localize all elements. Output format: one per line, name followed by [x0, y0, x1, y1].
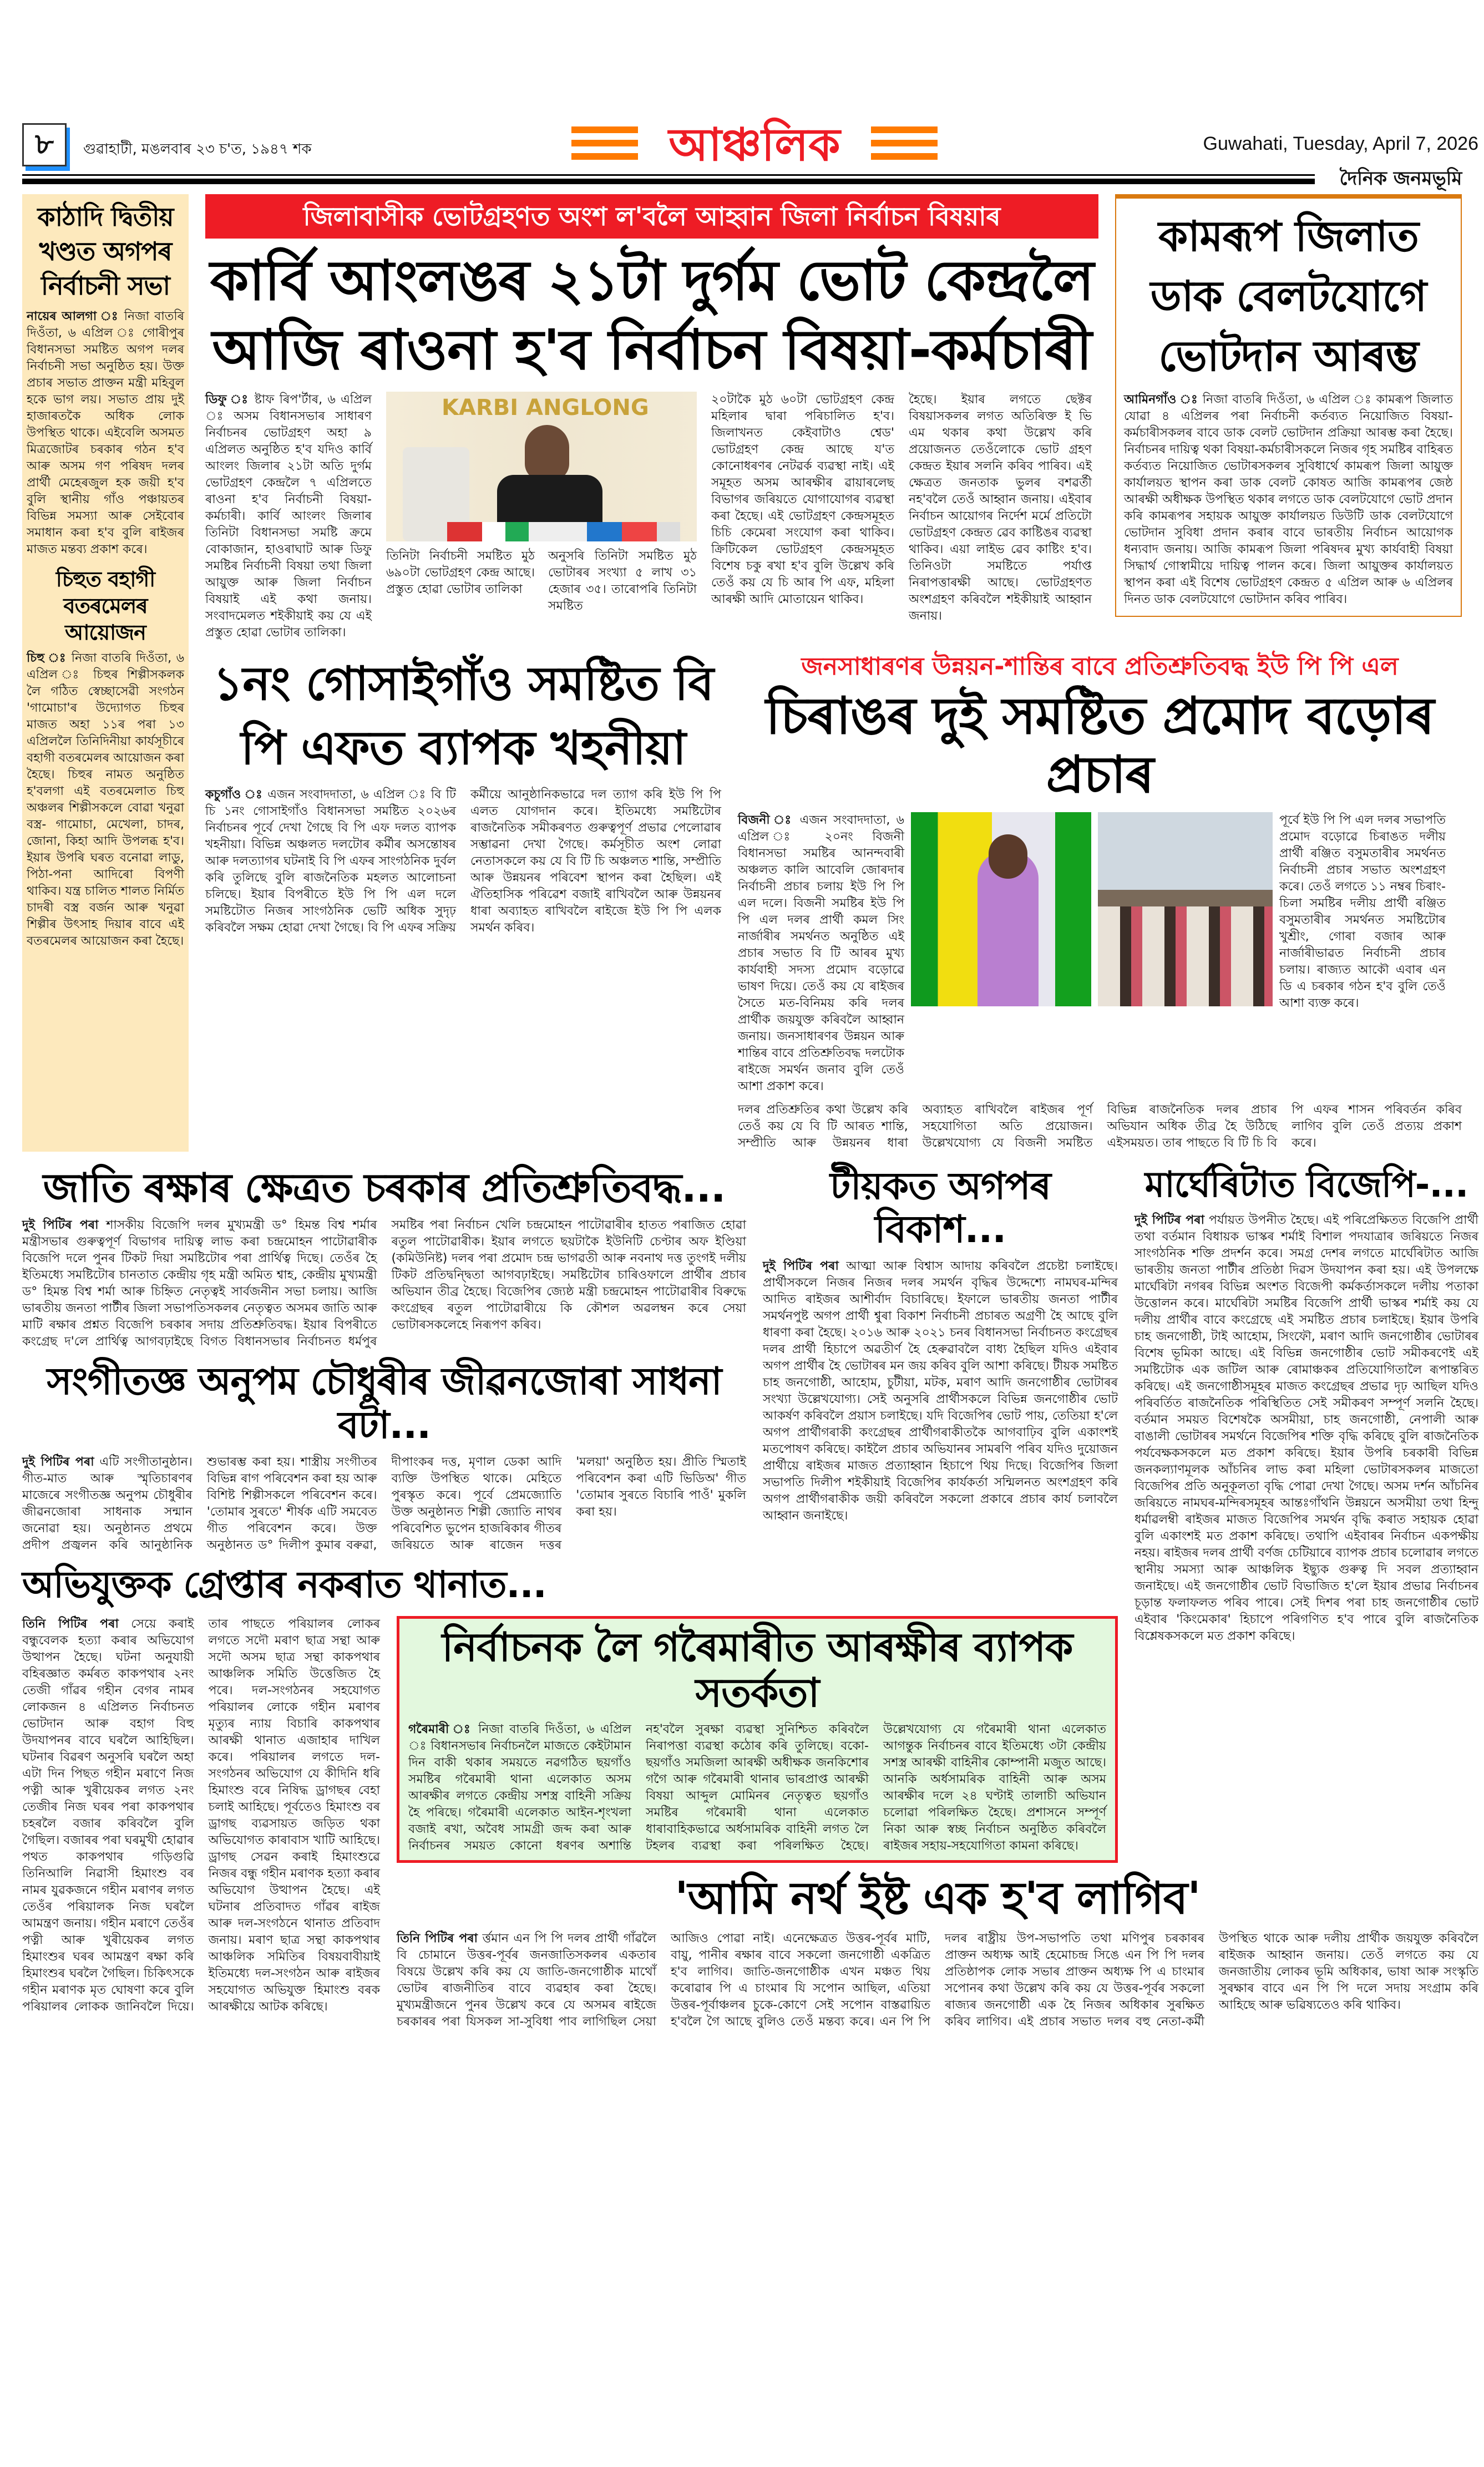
sangeet-story	[22, 1360, 746, 1553]
dateline: দুই পিটিৰ পৰা	[22, 1455, 94, 1469]
masthead-logo	[571, 118, 938, 173]
uppl-body-bottom: দলৰ প্ৰতিশ্ৰুতিৰ কথা উল্লেখ কৰি তেওঁ কয় যে বি টি আৰত শান্তি, সম্প্ৰীতি আৰু উন্নয়নৰ ধাৰা অব্যাহত ৰাখিবলৈ ৰাইজৰ পূৰ্ণ সহযোগিতা অতি প্ৰয়োজন। উল্লেখযোগ্য যে বিজনী সমষ্টিত বিভিন্ন ৰাজনৈতিক দলৰ প্ৰচাৰ অভিযান অধিক তীব্ৰ হৈ উঠিছে এইসময়ত। তাৰ পাছতে বি টি চি বি পি এফৰ শাসন পৰিবৰ্তন কৰিব লাগিব বুলি তেওঁ প্ৰত্যয় প্ৰকাশ কৰে।	[738, 1102, 1462, 1150]
story-body: নিজা বাতৰি দিওঁতা, ৬ এপ্ৰিল ঃ বিধানসভাৰ নিৰ্বাচনলৈ মাজতে কেইটামান দিন বাকী থকাৰ সময়তে নৱগঠিত ছয়গাঁও সমষ্টিৰ গৰৈমাৰী থানা এলেকাত অসম আৰক্ষীৰ লগতে কেন্দ্ৰীয় সশস্ত্ৰ বাহিনী সক্ৰিয় হৈ পৰিছে। গৰৈমাৰী এলেকাত আইন-শৃংখলা বজাই ৰখা, অবৈধ সামগ্ৰী জব্দ কৰা আৰু নিৰ্বাচনৰ সময়ত কোনো ধৰণৰ অশান্তি নহ'বলৈ সুৰক্ষা ব্যৱস্থা সুনিশ্চিত কৰিবলৈ নিৰাপত্তা ব্যৱস্থা কঠোৰ কৰি তুলিছে। বকো-ছয়গাঁও সমজিলা আৰক্ষী অধীক্ষক জনকিশোৰ গগৈ আৰু গৰৈমাৰী থানাৰ ভাৰপ্ৰাপ্ত আৰক্ষী বিষয়া আব্দুল মোমিনৰ নেতৃত্বত ছয়গাঁও সমষ্টিৰ গৰৈমাৰী থানা এলেকাত ধাৰাবাহিকভাৱে অৰ্ধসামৰিক বাহিনী লগত লৈ টহলৰ ব্যৱস্থা কৰা পৰিলক্ষিত হৈছে। উল্লেখযোগ্য যে গৰৈমাৰী থানা এলেকাত আগন্তুক নিৰ্বাচনৰ বাবে ইতিমধ্যে ৩টা কেন্দ্ৰীয় সশস্ত্ৰ আৰক্ষী বাহিনীৰ কোম্পানী মজুত আছে। আনকি অৰ্ধসামৰিক বাহিনী আৰু অসম আৰক্ষীৰ দলে ২৪ ঘণ্টাই তালাচী অভিযান চলোৱা পৰিলক্ষিত হৈছে। প্ৰশাসনে সম্পূৰ্ণ নিকা আৰু স্বচ্ছ নিৰ্বাচন অনুষ্ঠিত কৰিবলৈ ৰাইজৰ সহায়-সহযোগিতা কামনা কৰিছে।	[408, 1723, 1106, 1853]
photo-sign: KARBI ANGLONG	[442, 395, 649, 421]
sidebar-headline-2: চিহুত বহাগী বতৰমেলৰ আয়োজন	[55, 567, 155, 645]
police-headline: নিৰ্বাচনক লৈ গৰৈমাৰীত আৰক্ষীৰ ব্যাপক সতৰ্কতা	[442, 1623, 1073, 1716]
dateline: ডিফু ঃ	[205, 393, 250, 407]
jati-body	[22, 1217, 746, 1350]
northeast-headline: 'আমি নৰ্থ ইষ্ট এক হ'ব লাগিব'	[675, 1872, 1201, 1924]
photo-caption-col2: অনুসৰি তিনিটা সমষ্টিত মুঠ ভোটাৰৰ সংখ্যা ৫ লাখ ৩১ হেজাৰ ৩৫। তাৰোপৰি তিনিটা সমষ্টিত	[548, 549, 697, 613]
masthead-title: আঞ্চলিক	[668, 119, 840, 171]
photo-microphones	[447, 522, 680, 541]
abhijukta-body	[22, 1616, 380, 2015]
dateline: নায়েৰ আলগা ঃ	[27, 310, 119, 323]
story-body: পৰ্যায়ত উপনীত হৈছে। এই পৰিপ্ৰেক্ষিতত বিজেপি প্ৰাৰ্থী তথা বৰ্তমান বিধায়ক ভাস্কৰ শৰ্মাই বিশাল পদযাত্ৰাৰ জৰিয়তে নিজৰ সাংগঠনিক শক্তি প্ৰদৰ্শন কৰে। সমগ্ৰ দেশৰ লগতে মাৰ্ঘেৰিটাত আজি ভাৰতীয় জনতা পাৰ্টীৰ প্ৰতিষ্ঠা দিৱস উদযাপন কৰা হয়। এই উপলক্ষে মাৰ্ঘেৰিটা নগৰৰ বিভিন্ন অংশত বিজেপী কৰ্মকৰ্তাসকলে দলীয় পতাকা উত্তোলন কৰে। মাৰ্ঘেৰিটা সমষ্টিৰ বিজেপি প্ৰাৰ্থী ভাস্কৰ শৰ্মাই কয় যে দলীয় প্ৰাৰ্থীৰ বাবে কংগ্ৰেছে এই সমষ্টিত প্ৰচাৰ চলাইছে। ইয়াৰ উপৰি চাহ জনগোষ্ঠী, টাই আহোম, সিংফৌ, মৰাণ আদি জনগোষ্ঠীৰ ভোটাৰৰ বিশেষ ভূমিকা আছে। এই বিভিন্ন জনগোষ্ঠীৰ ভোট সমীকৰণেই এই সমষ্টিটোক এক জটিল আৰু ৰোমাঞ্চকৰ প্ৰতিযোগিতালৈ ৰূপান্তৰিত কৰিছে। এই জনগোষ্ঠীসমূহৰ মাজত কংগ্ৰেছৰ প্ৰভাৱ দৃঢ় আছিল যদিও পৰিবৰ্তিত ৰাজনৈতিক পৰিস্থিতিত সেই সমীকৰণ সম্পূৰ্ণ সলনি হৈছে। বৰ্তমান সময়ত বিশেষকৈ অসমীয়া, চাহ জনগোষ্ঠী, নেপালী আৰু বাঙালী ভোটাৰৰ সমৰ্থনে বিজেপিৰ শক্তি বৃদ্ধি কৰিছে বুলি ৰাজনৈতিক পৰ্যবেক্ষকসকলে মত প্ৰকাশ কৰিছে। ইয়াৰ উপৰি চৰকাৰী বিভিন্ন জনকল্যাণমূলক আঁচনিৰ লাভ কৰা মহিলা ভোটাৰসকলৰ মাজতো বিজেপিৰ প্ৰতি অনুকূলতা বৃদ্ধি পোৱা দেখা গৈছে। অসম দৰ্শন আঁচনিৰ জৰিয়তে নামঘৰ-মন্দিৰসমূহৰ আন্তঃগাঁথনি উন্নয়নে অসমীয়া তথা হিন্দু ধৰ্মাৱলম্বী ৰাইজৰ মাজত বিজেপিৰ সমৰ্থন বৃদ্ধি কৰাত সহায়ক হোৱা বুলি একাংশই মত প্ৰকাশ কৰিছে। তথাপি এইবাৰৰ নিৰ্বাচন একপক্ষীয় নহয়। ৰাইজৰ দলৰ প্ৰাৰ্থী বৰ্ণজ চেটিয়াৰে ব্যাপক প্ৰচাৰ চলোৱাৰ লগতে স্থানীয় সমস্যা আৰু আঞ্চলিক ইছ্যুক গুৰুত্ব দি সবল প্ৰত্যাহ্বান জনাইছে। এই জনগোষ্ঠীৰ ভোট বিভাজিত হ'লে ইয়াৰ প্ৰভাৱ নিৰ্বাচনৰ চূড়ান্ত ফলাফলত পৰিব পাৰে। সেই দিশৰ পৰা চাহ জনগোষ্ঠীৰ ভোট এইবাৰ 'কিংমেকাৰ' হিচাপে পৰিগণিত হ'ব পাৰে বুলি ৰাজনৈতিক বিশ্লেষকসকলে মত প্ৰকাশ কৰিছে।	[1134, 1213, 1479, 1644]
story-body: আত্মা আৰু বিশ্বাস আদায় কৰিবলৈ প্ৰচেষ্টা চলাইছে। প্ৰাৰ্থীসকলে নিজৰ নিজৰ দলৰ সমৰ্থন বৃদ্ধিৰ উদ্দেশ্যে নামঘৰ-মন্দিৰ আদিত ৰাইজৰ আশীৰ্বাদ বিচাৰিছে। ইফালে ভাৰতীয় জনতা পাৰ্টীৰ সমৰ্থনপুষ্ট অগপ প্ৰাৰ্থী শ্বুৰা বিকাশ নিৰ্বাচনী প্ৰচাৰত অগ্ৰণী হৈ আছে বুলি ধাৰণা কৰা হৈছে। ২০১৬ আৰু ২০২১ চনৰ বিধানসভা নিৰ্বাচনত কংগ্ৰেছৰ দলৰ প্ৰাৰ্থী হিচাপে অৱতীৰ্ণ হৈ হেৰুৱাবলৈ বাধ্য হৈছিল যদিও এইবাৰ অগপ প্ৰাৰ্থীৰ হৈ ভোটাৰৰ মন জয় কৰিব বুলি আশা কৰিছে। টীয়ক সমষ্টিত চাহ জনগোষ্ঠী, আহোম, চুটীয়া, মটক, মৰাণ আদি জনগোষ্ঠীৰ ভোটাৰৰ সংখ্যা উল্লেখযোগ্য। সেই অনুসৰি প্ৰাৰ্থীসকলে বিভিন্ন জনগোষ্ঠীৰ ভোট আকৰ্ষণ কৰিবলৈ প্ৰয়াস চলাইছে। যদি বিজেপিৰ ভোট পায়, তেতিয়া হ'লে অগপ প্ৰাৰ্থীগৰাকী কংগ্ৰেছৰ প্ৰাৰ্থীগৰাকীতকৈ আগবাঢ়িব বুলি একাংশই মতপোষণ কৰিছে। কাইলৈ প্ৰচাৰ অভিযানৰ সামৰণি পৰিব যদিও দুয়োজন প্ৰাৰ্থীয়ে ৰাইজৰ মাজত প্ৰত্যাহ্বান হিচাপে থিয় দিছে। বিজেপিৰ জিলা সভাপতি দিলীপ শইকীয়াই বিজেপিৰ কাৰ্যকৰ্তা সন্মিলনত অংশগ্ৰহণ কৰি অগপ প্ৰাৰ্থীগৰাকীক জয়ী কৰিবলৈ সকলো প্ৰকাৰে প্ৰচাৰ কাৰ্য চলাবলৈ আহ্বান জনাইছে।	[763, 1259, 1118, 1523]
tiyok-body	[763, 1258, 1118, 1524]
dateline: দুই পিটিৰ পৰা	[22, 1218, 99, 1233]
photo-caption-col1: তিনিটা নিৰ্বাচনী সমষ্টিত মুঠ ৬৯০টা ভোটগ্ৰহণ কেন্দ্ৰ আছে। প্ৰস্তুত হোৱা ভোটাৰ তালিকা	[386, 549, 535, 596]
main-headline-line2: আজি ৰাওনা হ'ব নিৰ্বাচন বিষয়া-কৰ্মচাৰী	[212, 317, 1092, 382]
tiyok-story	[763, 1165, 1118, 1524]
northeast-story	[397, 1873, 1478, 2030]
logo-stripes-left	[571, 126, 638, 160]
header-thin-rule	[22, 174, 1315, 176]
page-header	[0, 0, 1484, 194]
story-body: শাসকীয় বিজেপি দলৰ মুখ্যমন্ত্ৰী ড° হিমন্ত বিশ্ব শৰ্মাৰ মন্ত্ৰীসভাৰ গুৰুত্বপূৰ্ণ বিভাগৰ দায়িত্ব লাভ কৰা চন্দ্ৰমোহন পাটোৱাৰীক বিজেপি দলে পুনৰ টিকট দিয়া সমষ্টিটোৰ পৰা প্ৰাৰ্থিত্ব দিছে। তেওঁৰ হৈ ইতিমধ্যে সমষ্টিটোৰ চানতাত কেন্দ্ৰীয় গৃহ মন্ত্ৰী অমিত শ্বাহ, কেন্দ্ৰীয় মুখ্যমন্ত্ৰী ড° হিমন্ত বিশ্ব শৰ্মা আৰু চিহ্নিত নেতৃত্বই সাৰ্বজনীন সভা চলায়। আজি ভাৰতীয় জনতা পাৰ্টীৰ জিলা সভাপতিসকলৰ নেতৃত্বত অসমৰ জাতি আৰু মাটি ৰক্ষাৰ প্ৰশ্নত বিজেপি চৰকাৰ সদায় প্ৰতিশ্ৰুতিবদ্ধ। ইয়াৰ বিপৰীতে কংগ্ৰেছ দ'লে প্ৰাৰ্থিত্ব আগবঢ়াইছে বিগত বিধানসভাৰ নিৰ্বাচনত ধৰ্মপুৰ সমষ্টিৰ পৰা নিৰ্বাচন খেলি চন্দ্ৰমোহন পাটোৱাৰীৰ হাতত পৰাজিত হোৱা ৰতুল পাটোৱাৰীক। ইয়াৰ লগতে ছয়টাকৈ ইউনিটি চেণ্টাৰ অফ ইণ্ডিয়া (কমিউনিষ্ট) দলৰ পৰা প্ৰমোদ চন্দ্ৰ ভাগৱতী আৰু নবনাথ দত্ত তুংগই দলীয় টিকট প্ৰতিদ্বন্দ্বিতা আগবঢ়াইছে। সমষ্টিটোৰ চাৰিওফালে প্ৰাৰ্থীৰ প্ৰচাৰ অভিযান তীব্ৰ হৈছে। বিজেপিৰ জ্যেষ্ঠ মন্ত্ৰী চন্দ্ৰমোহন পাটোৱাৰীৰ বিৰুদ্ধে কংগ্ৰেছৰ ৰতুল পাটোৱাৰীয়ে কি কৌশল অৱলম্বন কৰে সেয়া ভোটাৰসকলেহে নিৰূপণ কৰিব।	[22, 1218, 746, 1349]
sidebar-story-2	[27, 650, 184, 950]
jati-story	[22, 1165, 746, 1351]
main-story-col3: ২০টাকৈ মুঠ ৬০টা ভোটগ্ৰহণ কেন্দ্ৰ মহিলাৰ দ্বাৰা পৰিচালিত হ'ব। জিলাখনত কেইবাটাও শ্বেড' ভোটগ্ৰহণ কেন্দ্ৰ আছে য'ত কোনোধৰণৰ নেটৱৰ্ক ব্যৱস্থা নাই। এই সমূহত অসম আৰক্ষীৰ ৱায়াৰলেছ বিভাগৰ জৰিয়তে যোগাযোগৰ ব্যৱস্থা কৰা হৈছে। এই ভোটগ্ৰহণ কেন্দ্ৰসমূহত চিচি কেমেৰা সংযোগ কৰা থাকিব। ক্ৰিটিকেল ভোটগ্ৰহণ কেন্দ্ৰসমূহত বিশেষ চকু ৰখা হ'ব বুলি উল্লেখ কৰি তেওঁ কয় যে চি আৰ পি এফ, মহিলা আৰক্ষী আদি মোতায়েন থাকিব।	[711, 393, 894, 606]
tiyok-headline: টীয়কত অগপৰ বিকাশ...	[830, 1164, 1051, 1252]
kamrup-headline: কামৰূপ জিলাত ডাক বেলটযোগে ভোটদান আৰম্ভ	[1150, 211, 1427, 381]
page-number-box: ৮	[22, 123, 67, 166]
photo-audience-row	[1098, 906, 1273, 1006]
abhijukta-headline: অভিযুক্তক গ্ৰেপ্তাৰ নকৰাত থানাত...	[22, 1563, 546, 1606]
margherita-body	[1134, 1212, 1478, 1645]
left-sidebar	[22, 194, 189, 1152]
header-thick-rule	[22, 179, 1315, 184]
dateline: আমিনগাঁও ঃ	[1124, 393, 1198, 407]
main-story-body	[205, 392, 1098, 641]
story-body: এজন সংবাদদাতা, ৬ এপ্ৰিল ঃ বি টি চি ১নং গোসাইগাঁও বিধানসভা সমষ্টিত ২০২৬ৰ নিৰ্বাচনৰ পূৰ্বে দেখা গৈছে বি পি এফ দলত ব্যাপক খহনীয়া। বিভিন্ন অঞ্চলত দলটোৰ কৰ্মীৰ অসন্তোষৰ আৰু দলত্যাগৰ ঘটনাই বি পি এফৰ সাংগঠনিক দুৰ্বল কৰি তুলিছে বুলি ৰাজনৈতিক মহলত আলোচনা চলিছে। ইয়াৰ বিপৰীতে ইউ পি পি এল দলে সমষ্টিটোত নিজৰ সাংগঠনিক ভেটি অধিক সুদৃঢ় কৰিবলৈ সক্ষম হোৱা দেখা গৈছে। বি পি এফৰ সক্ৰিয় কৰ্মীয়ে আনুষ্ঠানিকভাৱে দল ত্যাগ কৰি ইউ পি পি এলত যোগদান কৰে। ইতিমধ্যে সমষ্টিটোৰ ৰাজনৈতিক সমীকৰণত গুৰুত্বপূৰ্ণ প্ৰভাৱ পেলোৱাৰ সম্ভাৱনা দেখা গৈছে। কৰ্মসূচীত অংশ লোৱা নেতাসকলে কয় যে বি টি চি অঞ্চলত শান্তি, সম্প্ৰীতি আৰু উন্নয়নৰ পৰিবেশ স্থাপন কৰা হৈছিল। এই ঐতিহাসিক পৰিৱেশ বজাই ৰাখিবলৈ আৰু উন্নয়নৰ ধাৰা অব্যাহত ৰাখিবলৈ ৰাইজে ইউ পি পি এলক সমৰ্থন কৰিব।	[205, 788, 721, 935]
police-body	[408, 1721, 1106, 1855]
dateline: দুই পিটিৰ পৰা	[1134, 1213, 1204, 1228]
dateline: তিনি পিটিৰ পৰা	[397, 1932, 478, 1946]
main-story-col4: হৈছে। ইয়াৰ লগতে ছেক্টৰ বিষয়াসকলৰ লগত অতিৰিক্ত ই ভি এম থকাৰ কথা উল্লেখ কৰি প্ৰয়োজনত তেওঁলোকে ভোট গ্ৰহণ কেন্দ্ৰত ইয়াৰ সলনি কৰিব পাৰিব। এই ক্ষেত্ৰত জনতাক ভুলৰ বশৱৰ্তী নহ'বলৈ তেওঁ আহ্বান জনায়। এইবাৰ নিৰ্বাচন আয়োগৰ নিৰ্দেশ মৰ্মে প্ৰতিটো ভোটগ্ৰহণ কেন্দ্ৰত ৱেব কাষ্টিঙৰ ব্যৱস্থা থাকিব। এয়া লাইভ ৱেব কাষ্টিং হ'ব। তিনিওটা সমষ্টিতে পৰ্যাপ্ত নিৰাপত্তাৰক্ষী আছে। ভোটগ্ৰহণত অংশগ্ৰহণ কৰিবলৈ শইকীয়াই আহ্বান জনায়।	[909, 393, 1092, 623]
dateline: চিহু ঃ	[27, 651, 67, 665]
kamrup-box	[1115, 194, 1462, 617]
sidebar-headline-1: কাঠাদি দ্বিতীয় খণ্ডত অগপৰ নিৰ্বাচনী সভা	[37, 202, 174, 301]
main-story-col1	[205, 392, 372, 641]
uppl-body-right: পূৰ্বে ইউ পি পি এল দলৰ সভাপতি প্ৰমোদ বড়োৱে চিৰাঙত দলীয় প্ৰাৰ্থী ৰঞ্জিত বসুমতাৰীৰ সমৰ্থনত নিৰ্বাচনী প্ৰচাৰ সভাত অংশগ্ৰহণ কৰে। তেওঁ লগতে ১১ নম্বৰ চিৰাং-চিলা সমষ্টিৰ দলীয় প্ৰাৰ্থী ৰঞ্জিত বসুমতাৰীৰ সমৰ্থনত সমষ্টিটোৰ খুশ্ৰীং, গোৰা বজাৰ আৰু নাৰ্জাৰীভাৱত নিৰ্বাচনী প্ৰচাৰ চলায়। ৰাজ্যত আকৌ এবাৰ এন ডি এ চৰকাৰ গঠন হ'ব বুলি তেওঁ আশা ব্যক্ত কৰে।	[1279, 813, 1446, 1010]
uppl-body	[738, 812, 904, 1095]
dateline: কচুগাঁও ঃ	[205, 788, 263, 802]
sangeet-headline: সংগীতজ্ঞ অনুপম চৌধুৰীৰ জীৱনজোৰা সাধনা বটা...	[47, 1360, 722, 1447]
margherita-headline: মাৰ্ঘেৰিটাত বিজেপি-...	[1144, 1164, 1468, 1205]
uppl-photo-speaker	[911, 812, 1091, 1006]
dateline: বিজনী ঃ	[738, 813, 794, 827]
main-headline	[205, 249, 1098, 382]
main-headline-line1: কাৰ্বি আংলঙৰ ২১টা দুৰ্গম ভোট কেন্দ্ৰলৈ	[210, 248, 1094, 313]
uppl-story	[738, 651, 1462, 1152]
story-body: নিজা বাতৰি দিওঁতা, ৬ এপ্ৰিল ঃ চিহুৰ শিল্পীসকলক লৈ গঠিত স্বেচ্ছাসেৱী সংগঠন 'গামোচা'ৰ উদ্যোগত চিহুৰ মাজত অহা ১১ৰ পৰা ১৩ এপ্ৰিললৈ তিনিদিনীয়া কাৰ্যসূচীৰে বহাগী বতৰমেলৰ আয়োজন কৰা হৈছে। চিহুৰ নামত অনুষ্ঠিত হ'বলগা এই বতৰমেলাত চিহু অঞ্চলৰ শিল্পীসকলে বোৱা খনুৱা বস্ত্ৰ- গামোচা, মেখেলা, চাদৰ, জোনা, কিহা আদি উপলব্ধ হ'ব। ইয়াৰ উপৰি ঘৰত বনোৱা লাডু, পিঠা-পনা আদিৰো বিপণী থাকিব। যন্ত্ৰ চালিত শালত নিৰ্মিত চাদৰী বস্ত্ৰ বৰ্জন আৰু খনুৱা শিল্পীৰ উৎসাহ দিয়াৰ বাবে এই বতৰমেলৰ আয়োজন কৰা হৈছে।	[27, 651, 184, 948]
kamrup-body	[1124, 392, 1453, 608]
dateline: গৰৈমাৰী ঃ	[408, 1723, 473, 1737]
paper-name: দৈনিক জনমভূমি	[1339, 168, 1462, 190]
dateline: দুই পিটিৰ পৰা	[763, 1259, 839, 1273]
date-assamese: গুৱাহাটী, মঙলবাৰ ২৩ চ'ত, ১৯৪৭ শক	[83, 141, 312, 158]
photo-person-head	[525, 425, 569, 480]
main-photo-block	[386, 392, 697, 615]
uppl-photo-audience	[1098, 812, 1273, 1006]
dateline: তিনি পিটিৰ পৰা	[22, 1617, 119, 1631]
gossaigaon-body	[205, 787, 721, 936]
story-body: ষ্টাফ ৰিপ'ৰ্টাৰ, ৬ এপ্ৰিল ঃ অসম বিধানসভাৰ সাধাৰণ নিৰ্বাচনৰ ভোটগ্ৰহণ অহা ৯ এপ্ৰিলত অনুষ্ঠিত হ'ব যদিও কাৰ্বি আংলং জিলাৰ ২১টা অতি দুৰ্গম ভোটগ্ৰহণ কেন্দ্ৰলৈ ৭ এপ্ৰিলতে ৰাওনা হ'ব নিৰ্বাচনী বিষয়া-কৰ্মচাৰী। কাৰ্বি আংলং জিলাৰ তিনিটা বিধানসভা সমষ্টি ক্ৰমে বোকাজান, হাওৰাঘাট আৰু ডিফু সমষ্টিৰ নিৰ্বাচনী বিষয়া তথা জিলা আয়ুক্ত আৰু জিলা নিৰ্বাচন বিষয়াই এই কথা জনায়। সংবাদমেলত শইকীয়াই কয় যে এই প্ৰস্তুত হোৱা ভোটাৰ তালিকা।	[205, 393, 372, 640]
gossaigaon-headline: ১নং গোসাইগাঁও সমষ্টিত বি পি এফত ব্যাপক খহনীয়া	[212, 656, 714, 775]
story-body: সেয়ে কৰাই বন্ধুবেলক হত্যা কৰাৰ অভিযোগ উত্থাপন হৈছে। ঘটনা অনুযায়ী বহিৰজ্ঞাত কৰ্মৰত কাকপথাৰ ২নং তেজী গাঁৱৰ গহীন বেগৰ নামৰ লোকজন ৪ এপ্ৰিলত নিৰ্বাচনত ভোটদান আৰু বহাগ বিহু উদযাপনৰ বাবে ঘৰলৈ আহিছিল। ঘটনাৰ বিৱৰণ অনুসৰি ঘৰলৈ অহা এটা দিন পিছত গহীন মৰাণে নিজ পত্নী আৰু খুৰীয়েকৰ লগত ২নং তেজীৰ নিজ ঘৰৰ পৰা কাকপথাৰ চহৰলৈ বজাৰ কৰিবলৈ বুলি গৈছিল। বজাৰৰ পৰা ঘৰমুখী হোৱাৰ পথত কাকপথাৰ গড়িগুৱি তিনিআলি নিৱাসী হিমাংশু বৰ নামৰ যুৱকজনে গহীন মৰাণৰ লগত তেওঁৰ পৰিয়ালক নিজ ঘৰলৈ আমন্ত্ৰণ জনায়। গহীন মৰাণে তেওঁৰ পত্নী আৰু খুৰীয়েকৰ লগত হিমাংশুৰ ঘৰৰ আমন্ত্ৰণ ৰক্ষা কৰি হিমাংশুৰ ঘৰলৈ গৈছিল। চিকিৎসকে গহীন মৰাণক মৃত ঘোষণা কৰে বুলি পৰিয়ালৰ লোকক জানিবলৈ দিয়ে। তাৰ পাছতে পৰিয়ালৰ লোকৰ লগতে সদৌ মৰাণ ছাত্ৰ সন্থা আৰু সদৌ অসম ছাত্ৰ সন্থা কাকপথাৰ আঞ্চলিক সমিতি উত্তেজিত হৈ পৰে। দল-সংগঠনৰ সহযোগত পৰিয়ালৰ লোকে গহীন মৰাণৰ মৃত্যুৰ ন্যায় বিচাৰি কাকপথাৰ আৰক্ষী থানাত এজাহাৰ দাখিল কৰে। পৰিয়ালৰ লগতে দল-সংগঠনৰ অভিযোগ যে কীদিনি ধৰি হিমাংশু বৰে নিষিদ্ধ ড্ৰাগছৰ বেহা চলাই আহিছে। পূৰ্বতেও হিমাংশু বৰ ড্ৰাগছ ব্যৱসায়ত জড়িত থকা অভিযোগত কাৰাবাস খাটি আহিছে। ড্ৰাগছ সেৱন কৰাই হিমাংশুৱে নিজৰ বন্ধু গহীন মৰাণক হত্যা কৰাৰ অভিযোগ উত্থাপন হৈছে। এই ঘটনাৰ প্ৰতিবাদত গাঁৱৰ ৰাইজ আৰু দল-সংগঠনে থানাত প্ৰতিবাদ জনায়। মৰাণ ছাত্ৰ সন্থা কাকপথাৰ আঞ্চলিক সমিতিৰ বিষয়বাবীয়াই ইতিমধ্যে দল-সংগঠন আৰু ৰাইজৰ সহযোগত অভিযুক্ত হিমাংশু বৰক আৰক্ষীয়ে আটক কৰিছে।	[22, 1617, 380, 2014]
uppl-kicker: জনসাধাৰণৰ উন্নয়ন-শান্তিৰ বাবে প্ৰতিশ্ৰুতিবদ্ধ ইউ পি পি এল	[801, 652, 1399, 681]
northeast-body	[397, 1931, 1478, 2030]
sangeet-body	[22, 1454, 746, 1554]
main-story-photo	[386, 392, 697, 541]
story-body: এটি সংগীতানুষ্ঠান। গীত-মাত আৰু স্মৃতিচাৰণৰ মাজেৰে সংগীতজ্ঞ অনুপম চৌধুৰীৰ জীৱনজোৰা সাধনাক সন্মান জনোৱা হয়। অনুষ্ঠানত প্ৰথমে প্ৰদীপ প্ৰজ্বলন কৰি আনুষ্ঠানিক শুভাৰম্ভ কৰা হয়। শাস্ত্ৰীয় সংগীতৰ বিভিন্ন ৰাগ পৰিবেশন কৰা হয় আৰু বিশিষ্ট শিল্পীসকলে পৰিবেশন কৰে। 'তোমাৰ সুৰতে' শীৰ্ষক এটি সমবেত গীত পৰিবেশন কৰে। উক্ত অনুষ্ঠানত ড° দিলীপ কুমাৰ বৰুৱা, দীপাংকৰ দত্ত, মৃণাল ডেকা আদি ব্যক্তি উপস্থিত থাকে। মেহিতে পুৰস্কৃত কৰে। পূৰ্বে প্ৰেমজ্যোতি উক্ত অনুষ্ঠানত শিল্পী জ্যোতি নাথৰ পৰিবেশিত ভুপেন হাজৰিকাৰ গীতৰ জৰিয়তে আৰু ৰাজেন দত্তৰ 'মলয়া' অনুষ্ঠিত হয়। প্ৰীতি স্মিতাই পৰিবেশন কৰা এটি ভিডিঅ' গীত 'তোমাৰ সুৰতে বিচাৰি পাওঁ' মুকলি কৰা হয়।	[22, 1455, 746, 1552]
logo-stripes-right	[871, 126, 938, 160]
uppl-headline: চিৰাঙৰ দুই সমষ্টিত প্ৰমোদ বড়োৰ প্ৰচাৰ	[766, 686, 1434, 804]
lower-section	[0, 1152, 1484, 2048]
photo-speaker-head	[989, 834, 1027, 879]
police-box	[397, 1616, 1118, 1863]
margherita-story	[1134, 1165, 1478, 1645]
story-body: নিজা বাতৰি দিওঁতা, ৬ এপ্ৰিল ঃ গোৰীপুৰ বিধানসভা সমষ্টিত অগপ দলৰ নিৰ্বাচনী সভা অনুষ্ঠিত হয়। উক্ত প্ৰচাৰ সভাত প্ৰাক্তন মন্ত্ৰী মহিবুল হকে ভাগ লয়। সভাত প্ৰায় দুই হাজাৰতকৈ অধিক লোক উপস্থিত থাকে। এইবেলি অসমত মিত্ৰজোটৰ চৰকাৰ গঠন হ'ব আৰু অসম গণ পৰিষদ দলৰ প্ৰাৰ্থী মেহেৰজুল হক জয়ী হ'ব বুলি স্থানীয় গাঁও পঞ্চায়তৰ বিভিন্ন সমস্যা আৰু সেইবোৰ সমাধান কৰা হ'ব বুলি ৰাইজৰ মাজত মন্তব্য প্ৰকাশ কৰে।	[27, 310, 184, 556]
main-banner: জিলাবাসীক ভোটগ্ৰহণত অংশ ল'বলৈ আহ্বান জিলা নিৰ্বাচন বিষয়াৰ	[205, 194, 1098, 239]
story-body: ৰ্ত্তমান এন পি পি দলৰ প্ৰাৰ্থী গাঁৱলৈ বি চোমানে উত্তৰ-পূৰ্বৰ জনজাতিসকলৰ একতাৰ বিষয়ে উল্লেখ কৰি কয় যে জাতি-জনগোষ্ঠীক মাথোঁ ভোটৰ ৰাজনীতিৰ বাবে ব্যৱহাৰ কৰা হৈছে। মুখ্যমন্ত্ৰীজনে পুনৰ উল্লেখ কৰে যে অসমৰ ৰাইজে চৰকাৰৰ পৰা যিসকল সা-সুবিধা পাব লাগিছিল সেয়া আজিও পোৱা নাই। এনেক্ষেত্ৰত উত্তৰ-পূৰ্বৰ মাটি, বায়ু, পানীৰ ৰক্ষাৰ বাবে সকলো জনগোষ্ঠী একত্ৰিত হ'ব লাগিব। জাতি-জনগোষ্ঠীক এখন মঞ্চত থিয় কৰোৱাৰ পি এ চাংমাৰ যি সপোন আছিল, এতিয়া উত্তৰ-পূৰ্বাঞ্চলৰ চুকে-কোণে সেই সপোন বাস্তৱায়িত হ'বলৈ গৈ আছে বুলিও তেওঁ মন্তব্য কৰে। এন পি পি দলৰ ৰাষ্ট্ৰীয় উপ-সভাপতি তথা মণিপুৰ চৰকাৰৰ প্ৰাক্তন অধ্যক্ষ আই হেমোচন্দ্ৰ সিঙে এন পি পি দলৰ প্ৰতিষ্ঠাপক লোক সভাৰ প্ৰাক্তন অধ্যক্ষ পি এ চাংমাৰ সপোনৰ কথা উল্লেখ কৰি কয় যে উত্তৰ-পূৰ্বৰ সকলো ৰাজ্যৰ জনগোষ্ঠী এক হৈ নিজৰ অধিকাৰ সুৰক্ষিত কৰিব লাগিব। এই প্ৰচাৰ সভাত দলৰ বহু নেতা-কৰ্মী উপস্থিত থাকে আৰু দলীয় প্ৰাৰ্থীক জয়যুক্ত কৰিবলৈ ৰাইজক আহ্বান জনায়। তেওঁ লগতে কয় যে জনজাতীয় লোকৰ ভূমি অধিকাৰ, ভাষা আৰু সংস্কৃতি সুৰক্ষাৰ বাবে এন পি পি দলে সদায় সংগ্ৰাম কৰি আহিছে আৰু ভৱিষ্যতেও কৰি থাকিব।	[397, 1932, 1478, 2029]
jati-headline: জাতি ৰক্ষাৰ ক্ষেত্ৰত চৰকাৰ প্ৰতিশ্ৰুতিবদ্ধ...	[43, 1164, 726, 1211]
upper-section	[0, 194, 1484, 1152]
story-body: এজন সংবাদদাতা, ৬ এপ্ৰিল ঃ ২০নং বিজনী বিধানসভা সমষ্টিৰ আনন্দবাৰী অঞ্চলত কালি আবেলি জোৰদাৰ নিৰ্বাচনী প্ৰচাৰ চলায় ইউ পি পি এল দলে। বিজনী সমষ্টিৰ ইউ পি পি এল দলৰ প্ৰাৰ্থী কমল সিং নাৰ্জাৰীৰ সমৰ্থনত অনুষ্ঠিত এই প্ৰচাৰ সভাত বি টি আৰৰ মুখ্য কাৰ্যবাহী সদস্য প্ৰমোদ বড়োৱে ভাষণ দিয়ে। তেওঁ কয় যে ৰাইজৰ সৈতে মত-বিনিময় কৰি দলৰ প্ৰাৰ্থীক জয়যুক্ত কৰিবলৈ আহ্বান জনায়। জনসাধাৰণৰ উন্নয়ন আৰু শান্তিৰ বাবে প্ৰতিশ্ৰুতিবদ্ধ দলটোক ৰাইজে সমৰ্থন জনাব বুলি তেওঁ আশা প্ৰকাশ কৰে।	[738, 813, 905, 1093]
story-body: নিজা বাতৰি দিওঁতা, ৬ এপ্ৰিল ঃ কামৰূপ জিলাত যোৱা ৪ এপ্ৰিলৰ পৰা নিৰ্বাচনী কৰ্তব্যত নিয়োজিত বিষয়া-কৰ্মচাৰীসকলৰ বাবে ডাক বেলট ভোটদান প্ৰক্ৰিয়া আৰম্ভ কৰা হৈছে। নিৰ্বাচনৰ দায়িত্ব থকা বিষয়া-কৰ্মচাৰীসকলে নিজৰ গৃহ সমষ্টিৰ বাহিৰত কৰ্তব্যত নিয়োজিত ভোটাৰসকলৰ সুবিধাৰ্থে কামৰূপ জিলা আয়ুক্ত কাৰ্যালয়ত স্থাপন কৰা ডাক বেলট কোষত আজি কামৰূপৰ জেষ্ঠ আৰক্ষী অধীক্ষক উপস্থিত থকাৰ লগতে ডাক বেলটযোগে ভোট প্ৰদান কৰি কামৰূপৰ সহায়ক আয়ুক্ত কাৰ্যালয়ত ডিউটি ডাক বেলটযোগে ভোটদান সুবিধা প্ৰদান কৰাৰ বাবে ভাৰতীয় নিৰ্বাচন আয়োগক ধন্যবাদ জনায়। আজি কামৰূপ জিলা পৰিষদৰ মুখ্য কাৰ্যবাহী বিষয়া সিদ্ধাৰ্থ গোস্বামীয়ে দায়িত্ব পালন কৰে। জিলা আয়ুক্তৰ কাৰ্যালয়ত স্থাপন কৰা এই বিশেষ ভোটগ্ৰহণ কেন্দ্ৰত ৫ এপ্ৰিল আৰু ৬ এপ্ৰিলৰ দিনত ডাক বেলটযোগে ভোটদান কৰিব পাৰিব।	[1124, 393, 1453, 606]
sidebar-story-1	[27, 308, 184, 558]
date-english: Guwahati, Tuesday, April 7, 2026	[1203, 133, 1478, 154]
gossaigaon-story	[205, 651, 721, 1152]
